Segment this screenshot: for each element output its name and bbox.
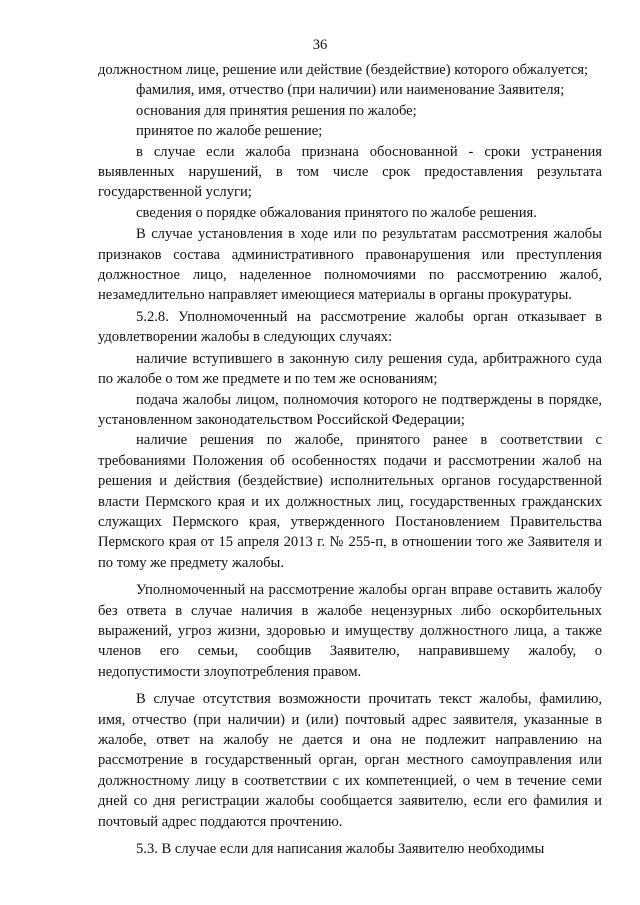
paragraph-4: принятое по жалобе решение;: [136, 123, 323, 140]
paragraph-9: наличие вступившего в законную силу решения суда, арбитражного суда по жалобе о том же предмете и по тем же основаниям;: [98, 350, 602, 388]
paragraph-1: должностном лице, решение или действие (бездействие) которого обжалуется;: [98, 62, 589, 78]
paragraph-14: 5.3. В случае если для написания жалобы Заявителю необходимы: [136, 841, 545, 858]
paragraph-6: сведения о порядке обжалования принятого по жалобе решения.: [136, 204, 537, 221]
paragraph-12: Уполномоченный на рассмотрение жалобы орган вправе оставить жалобу без ответа в случае наличия в жалобе нецензурных либо оскорбительных выражений, угроз жизни, здоровью и имуществу должностного лица, а также членов его семьи, сообщив Заявителю, направившему жалобу, о недопустимости злоупотребления правом.: [98, 582, 602, 680]
paragraph-3: основания для принятия решения по жалобе;: [136, 102, 417, 119]
paragraph-13: В случае отсутствия возможности прочитать текст жалобы, фамилию, имя, отчество (при наличии) и (или) почтовый адрес заявителя, указанные в жалобе, ответ на жалобу не дается и она не подлежит направлению на рассмотрение в государственный орган, орган местного самоуправления или должностному лицу в соответствии с их компетенцией, о чем в течение семи дней со дня регистрации жалобы сообщается заявителю, если его фамилия и почтовый адрес поддаются прочтению.: [98, 691, 602, 830]
paragraph-2: фамилия, имя, отчество (при наличии) или наименование Заявителя;: [136, 82, 565, 99]
document-body: [98, 60, 602, 859]
paragraph-5: в случае если жалоба признана обоснованной - сроки устранения выявленных нарушений, в том числе срок предоставления результата государственной услуги;: [98, 143, 602, 201]
paragraph-7: В случае установления в ходе или по результатам рассмотрения жалобы признаков состава административного правонарушения или преступления должностное лицо, наделенное полномочиями по рассмотрению жалоб, незамедлительно направляет имеющиеся материалы в органы прокуратуры.: [98, 226, 602, 304]
paragraph-10: подача жалобы лицом, полномочия которого не подтверждены в порядке, установленном законодательством Российской Федерации;: [98, 391, 602, 428]
page-number: 36: [312, 37, 328, 53]
paragraph-8: 5.2.8. Уполномоченный на рассмотрение жалобы орган отказывает в удовлетворении жалобы в следующих случаях:: [98, 308, 602, 346]
paragraph-11: наличие решения по жалобе, принятого ранее в соответствии с требованиями Положения об особенностях подачи и рассмотрении жалоб на решения и действия (бездействие) исполнительных органов государственной власти Пермского края и их должностных лиц, государственных гражданских служащих Пермского края, утвержденного Постановлением Правительства Пермского края от 15 апреля 2013 г. № 255-п, в отношении того же Заявителя и по тому же предмету жалобы.: [98, 432, 602, 571]
